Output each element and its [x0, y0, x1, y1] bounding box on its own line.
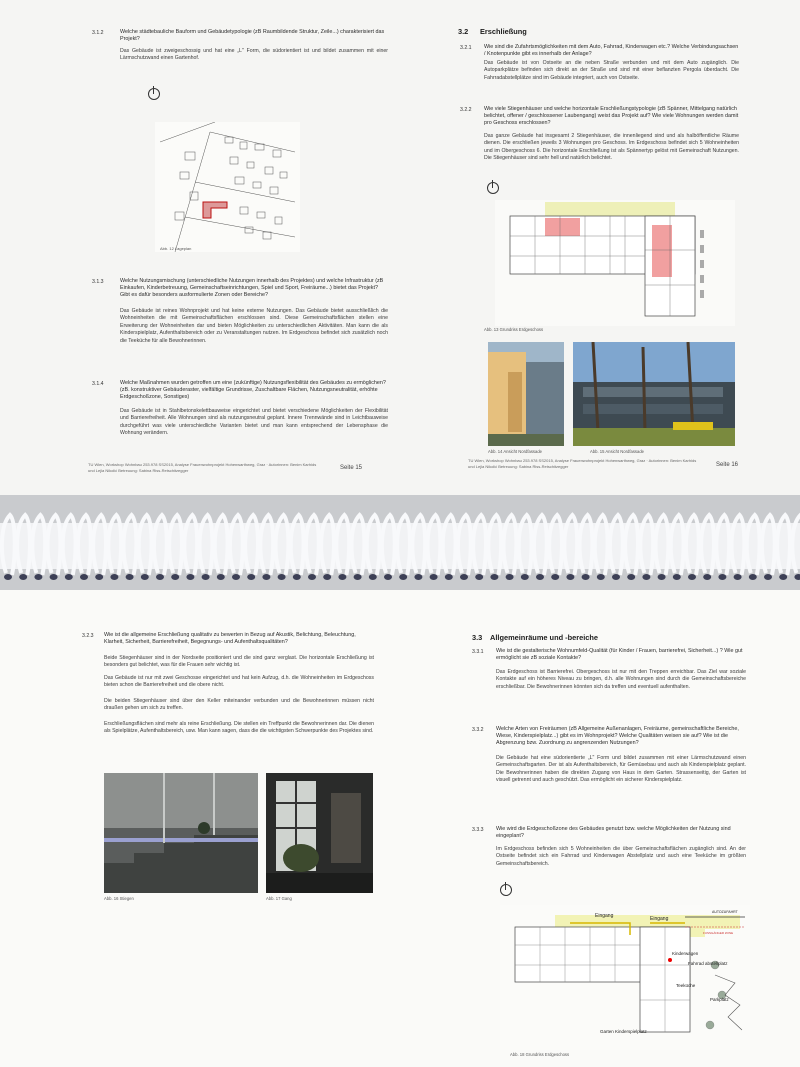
binding-hole: [4, 574, 12, 580]
question-number: 3.3.3: [472, 827, 484, 833]
north-arrow-icon: [500, 884, 512, 896]
binding-hole: [734, 574, 742, 580]
answer-text: Erschließungsflächen sind mehr als reine Erschließung. Die stellen ein Treffpunkt die Bewohnerinnen dar. Die dienen als Spielplätze, Aufenthaltsbereich, usw. Man kann sagen, dass die die wichtigsten Schwerpunkte des Projektes sind.: [104, 721, 374, 735]
binding-hole: [612, 574, 620, 580]
binding-hole: [34, 574, 42, 580]
north-arrow-icon: [148, 88, 160, 100]
binding-hole: [536, 574, 544, 580]
answer-text: Beide Stiegenhäuser sind in der Nordseite positioniert und die sind ganz verglast. Die horizontale Erschließung ist besonders gut belichtet, was für die Frauen sehr wichtig ist.: [104, 655, 374, 669]
question-text: Wie ist die gestalterische Wohnumfeld-Qualität (für Kinder / Frauen, barrierefrei, Sicherheit...) ? Wie gut ermöglicht sie zB soziale Kontakte?: [496, 648, 743, 662]
figure-caption: Abb. 17 Gang: [266, 896, 292, 901]
answer-text: Das Gebäude ist zweigeschossig und hat eine „L" Form, die südorientiert ist und bildet zusammen mit einer Lärmschutzwand einen Gartenhof.: [120, 48, 388, 62]
page-number: Seite 16: [716, 462, 739, 468]
binding-hole: [445, 574, 453, 580]
answer-text: Das ganze Gebäude hat insgesamt 2 Stiegenhäuser, die innenliegend sind und als halböffentliche Räume dienen. Die erschließen jeweils 3 Wohnungen pro Geschoss. Im Erdgeschoss befindet sich 5 Wohneinheiten und im Obergeschoss 6. Die horizontale Erschließung ist als Spännertyp gelöst mit Gemeinschaft Nutzungen. Die Stiegenhäuser sind sehr hell und natürlich belichtet.: [484, 133, 739, 162]
binding-hole: [323, 574, 331, 580]
question-text: Welche Nutzungsmischung (unterschiedliche Nutzungen innerhalb des Projektes) und welche Infrastruktur (zB Einkaufen, Kinderbetreuung, Gemeinschaftseinrichtungen, Spiel und Sport, Freiräume...) bietet das Projekt? Gibt es dafür besonders ausformulierte Zonen oder Bereiche?: [120, 278, 384, 299]
figure-caption: Abb. 18 Grundriss Erdgeschoss: [510, 1052, 570, 1057]
binding-hole: [582, 574, 590, 580]
binding-hole: [460, 574, 468, 580]
answer-text: Die Gebäude hat eine südorientierte „L" Form und bildet zusammen mit einer Lärmschutzwand einen Gemeinschaftsgarten. Der ist als Aufenthaltsbereich, für Gemüsebau und auch als Kinderspielplatz geplant. Die Bewohnerinnen haben die direkten Zugang von Haus in dem Garten. Strassenseitig, der Garten ist visuell getrennt und auch geschützt. Das ermöglicht ein sicherer Kinderspielplatz.: [496, 755, 746, 784]
plan-label: FUSSGÄNGER ZONE: [703, 931, 734, 935]
binding-hole: [217, 574, 225, 580]
binding-hole: [50, 574, 58, 580]
binding-hole: [718, 574, 726, 580]
binding-hole: [642, 574, 650, 580]
binding-hole: [80, 574, 88, 580]
binding-hole: [293, 574, 301, 580]
binding-hole: [506, 574, 514, 580]
answer-text: Das Gebäude ist nur mit zwei Geschosse eingerichtet und hat kein Aufzug, d.h. die Wohneinheiten im Erdgeschoss bieten schon die Barrierefreiheit und die obere nicht.: [104, 675, 374, 689]
binding-hole: [490, 574, 498, 580]
question-number: 3.2.1: [460, 45, 472, 51]
question-number: 3.1.3: [92, 279, 104, 285]
bottom-spread: [0, 590, 800, 1067]
page-footer: TU Wien, Workshop Wohnbau 253.978 SS2015, Analyse Frauenwohnprojekt Hohenwarthweg, Graz · Autorinnen: Benim Karhids und Lejla Nikolić Betreuung: Sabina Riss-Retschitzegger: [468, 458, 697, 469]
corridor-photo: [266, 773, 373, 893]
answer-text: Das Gebäude ist reines Wohnprojekt und hat keine externe Nutzungen. Das Gebäude bietet ausschließlich die Wohneinheiten die mit Gemeinschaftsflächen erschlossen sind. Diese Gemeinschaftsflächen stellen eine Erweiterung der Wohneinheiten dar und bieten Möglichkeiten zu unterschiedlichen Aktivitäten. Man kann die als Kinderspielplatz, Aufenthaltsbereich oder zu Veranstaltungen nutzen. Im Erdgeschoss befindet sich zusätzlich noch die Teeküche für alle Bewohnerinnen.: [120, 308, 388, 344]
section-title: Allgemeinräume und -bereiche: [490, 633, 599, 642]
section-number: 3.2: [458, 27, 469, 36]
binding-hole: [749, 574, 757, 580]
answer-text: Die beiden Stiegenhäuser sind über den Keller miteinander verbunden und die Bewohnerinnen müssen nicht draußen gehen um sich zu treffen.: [104, 698, 374, 712]
binding-hole: [688, 574, 696, 580]
binding-hole: [171, 574, 179, 580]
figure-caption: Abb. 15 Ansicht Nordfassade: [590, 449, 645, 454]
question-text: Wie wird die Erdgeschoßzone des Gebäudes genutzt bzw. welche Möglichkeiten der Nutzung sind eingeplant?: [496, 826, 731, 840]
figure-caption: Abb. 12 Lageplan: [160, 246, 192, 251]
question-text: Welche städtebauliche Bauform und Gebäudetypologie (zB Raumbildende Struktur, Zeile...) charakterisiert das Projekt?: [120, 29, 385, 43]
section-number: 3.3: [472, 633, 483, 642]
binding-hole: [627, 574, 635, 580]
answer-text: Das Erdgeschoss ist Barrierefrei. Obergeschoss ist nur mit den Treppen erreichbar. Das Ziel war soziale Kontakte auf ein höheres Niveau zu bringen, d.h. alle Wohnungen sind durch die Gemeinschaftsbereiche erschließbar. Die Bewohnerinnen könnten sich da treffen und eventuell aufenthalten.: [496, 669, 746, 690]
page-footer: TU Wien, Workshop Wohnbau 253.978 SS2015, Analyse Frauenwohnprojekt Hohenwarthweg, Graz · Autorinnen: Benim Karhids und Lejla Nikolić Betreuung: Sabina Riss-Retschitzegger: [88, 462, 317, 473]
binding-hole: [703, 574, 711, 580]
binding-hole: [430, 574, 438, 580]
stairs-photo: [104, 773, 258, 893]
section-title: Erschließung: [480, 27, 527, 36]
binding-hole: [308, 574, 316, 580]
binding-hole: [354, 574, 362, 580]
question-text: Welche Maßnahmen wurden getroffen um eine (zukünftige) Nutzungsflexibilität des Gebäudes zu ermöglichen? (zB. konstruktiver Gebäuderaster, vielfältige Grundrisse, Zuschaltbare Flächen, Nutzungsneutralität, erhöhte Erdgeschoßzone, Sonstiges): [120, 380, 386, 401]
facade-photo: [488, 342, 564, 446]
plan-label: Fahrrad abstellplatz: [688, 961, 728, 966]
ground-floor-plan-figure: [500, 905, 750, 1050]
binding-hole: [247, 574, 255, 580]
site-plan-figure: [155, 122, 300, 252]
question-number: 3.3.1: [472, 649, 484, 655]
binding-hole: [202, 574, 210, 580]
question-number: 3.2.2: [460, 107, 472, 113]
binding-hole: [126, 574, 134, 580]
plan-label: Kinderwagen: [672, 951, 699, 956]
question-text: Wie ist die allgemeine Erschließung qualitativ zu bewerten in Bezug auf Akustik, Belichtung, Beleuchtung, Klarheit, Sicherheit, Barrierefreiheit, Begegnungs- und Aufenthaltsqualitäten?: [104, 632, 356, 646]
binding-hole: [110, 574, 118, 580]
binding-hole: [551, 574, 559, 580]
top-spread: [0, 0, 800, 500]
binding-hole: [232, 574, 240, 580]
north-arrow-icon: [487, 182, 499, 194]
binding-hole: [262, 574, 270, 580]
facade-photo: [573, 342, 735, 446]
plan-label: Eingang: [650, 916, 669, 922]
question-number: 3.1.2: [92, 30, 104, 36]
answer-text: Das Gebäude ist von Ostseite an die neben Straße verbunden und mit dem Auto zugänglich. Die Autoparkplätze befinden sich direkt an der Straße und sind mit einer beflanzten Pergola überdacht. Die Fahrradabstellplätze sind im Gebäude integriert, auch von Ostseite.: [484, 60, 739, 81]
figure-caption: Abb. 14 Ansicht Nordfassade: [488, 449, 543, 454]
binding-hole: [338, 574, 346, 580]
plan-label: Teeküche: [676, 983, 696, 988]
binding-hole: [779, 574, 787, 580]
figure-caption: Abb. 13 Grundriss Erdgeschoss: [484, 327, 544, 332]
binding-hole: [95, 574, 103, 580]
question-number: 3.3.2: [472, 727, 484, 733]
binding-hole: [658, 574, 666, 580]
plan-label: Garten Kinderspielplatz: [600, 1029, 647, 1034]
plan-label: Parkplatz: [710, 997, 729, 1002]
binding-hole: [597, 574, 605, 580]
binding-hole: [369, 574, 377, 580]
binding-hole: [673, 574, 681, 580]
figure-caption: Abb. 16 Stiegen: [104, 896, 134, 901]
question-text: Welche Arten von Freiräumen (zB Allgemeine Außenanlagen, Freiräume, gemeinschaftliche Bereiche, Wiese, Kinderspielplatz...) gibt es im Wohnprojekt? Welche Qualitäten weisen sie auf? Wie ist die Abgrenzung bzw. Zuordnung zu angrenzenden Nutzungen?: [496, 726, 739, 747]
binding-hole: [384, 574, 392, 580]
binding-hole: [141, 574, 149, 580]
answer-text: Das Gebäude ist in Stahlbetonskelettbauweise eingerichtet und bietet verschiedene Möglichkeiten der Flexibilität und Barrierefreiheit. Alle Wohnungen sind als nutzungsneutral geplant. Innere Trennwände sind in Leichtbauweise durchgeführt was viele unterschiedliche Varianten bietet und man kann entsprechend der Lebensphase die Wohnung verändern.: [120, 408, 388, 437]
binding-hole: [399, 574, 407, 580]
binding-hole: [475, 574, 483, 580]
binding-hole: [414, 574, 422, 580]
binding-hole: [278, 574, 286, 580]
plan-label: AUTOZUFAHRT: [712, 910, 738, 914]
binding-hole: [19, 574, 27, 580]
floor-plan-figure: [495, 200, 735, 326]
binding-hole: [764, 574, 772, 580]
page-number: Seite 15: [340, 465, 363, 471]
question-number: 3.2.3: [82, 633, 94, 639]
binding-hole: [156, 574, 164, 580]
binding-hole: [566, 574, 574, 580]
binding-hole: [186, 574, 194, 580]
question-number: 3.1.4: [92, 381, 104, 387]
binding-hole: [65, 574, 73, 580]
plan-label: Eingang: [595, 913, 614, 919]
question-text: Wie viele Stiegenhäuser und welche horizontale Erschließungstypologie (zB Spänner, Mittelgang natürlich belichtet, offener / geschlossener Laubengang) weist das Projekt auf? Wie viele Wohnungen werden damit pro Geschoss erschlossen?: [484, 106, 739, 127]
answer-text: Im Erdgeschoss befinden sich 5 Wohneinheiten die über Gemeinschaftsflächen zugänglich sind. An der Ostseite befindet sich ein Fahrrad und Kinderwagen Abstellplatz und auch eine Teeküche im größten Gemeinschaftsbereich.: [496, 846, 746, 867]
question-text: Wie sind die Zufahrtsmöglichkeiten mit dem Auto, Fahrrad, Kinderwagen etc.? Welche Verbindungsachsen / Knotenpunkte gibt es innerhalb der Anlage?: [484, 44, 739, 58]
binding-hole: [521, 574, 529, 580]
spiral-binding: [0, 495, 800, 595]
